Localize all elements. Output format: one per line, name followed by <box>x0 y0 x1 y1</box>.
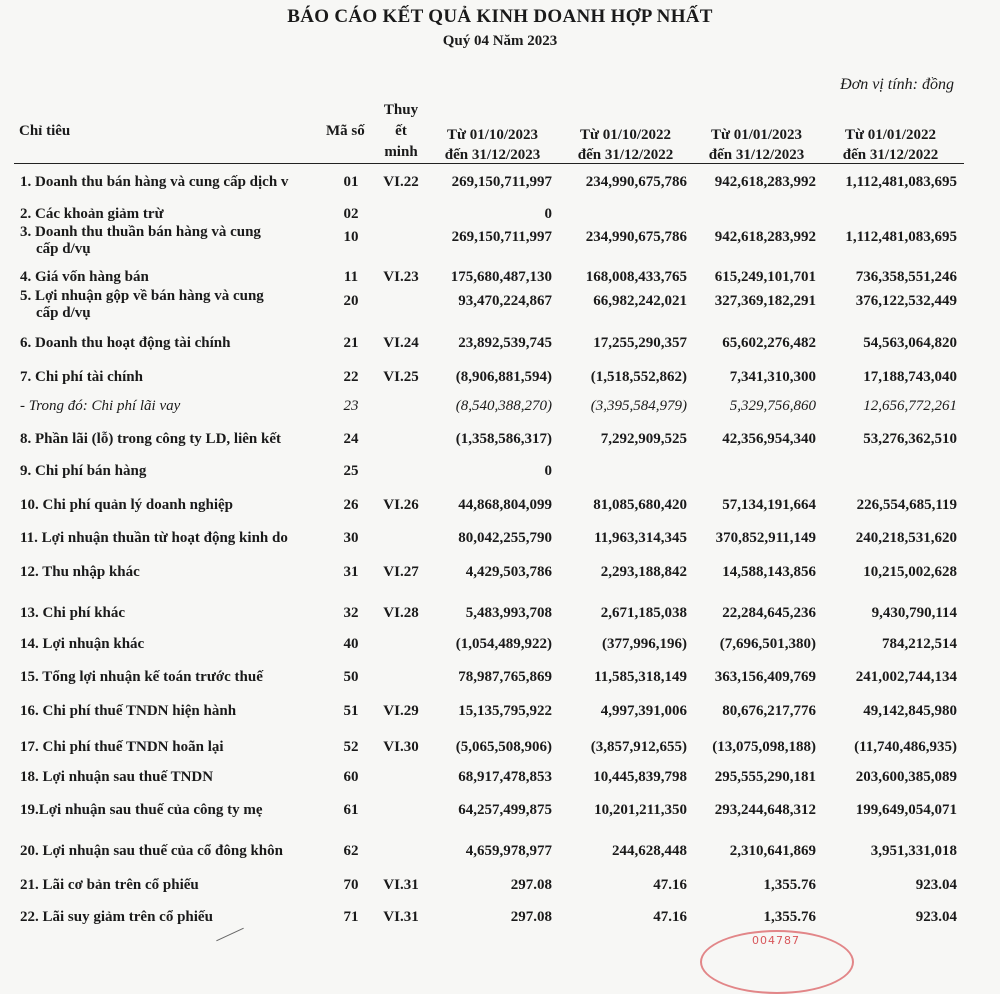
row-label: 6. Doanh thu hoạt động tài chính <box>20 335 231 351</box>
row-value-1: 4,659,978,977 <box>465 843 552 859</box>
row-label: 13. Chi phí khác <box>20 605 126 621</box>
row-code: 20 <box>343 293 359 309</box>
row-value-3: 1,355.76 <box>763 877 816 893</box>
row-value-2: 10,445,839,798 <box>593 769 687 785</box>
row-label: 7. Chi phí tài chính <box>20 369 143 385</box>
row-value-3: 7,341,310,300 <box>729 369 816 385</box>
row-code: 22 <box>343 369 359 385</box>
row-value-4: 241,002,744,134 <box>855 669 957 685</box>
header-col1-line2: đến 31/12/2023 <box>444 147 541 163</box>
row-label-line2: cấp d/vụ <box>36 241 91 257</box>
row-code: 62 <box>343 843 359 859</box>
row-code: 52 <box>343 739 359 755</box>
row-note: VI.25 <box>383 369 419 385</box>
row-label: 14. Lợi nhuận khác <box>20 636 145 652</box>
row-value-4: 54,563,064,820 <box>863 335 957 351</box>
row-value-2: 47.16 <box>653 909 687 925</box>
row-value-1: (8,906,881,594) <box>455 369 552 385</box>
row-value-2: 244,628,448 <box>612 843 687 859</box>
row-value-1: (1,054,489,922) <box>455 636 552 652</box>
header-item: Chỉ tiêu <box>19 123 71 139</box>
row-code: 30 <box>343 530 359 546</box>
row-value-2: (3,395,584,979) <box>590 398 687 414</box>
row-value-3: 22,284,645,236 <box>722 605 816 621</box>
row-code: 32 <box>343 605 359 621</box>
row-value-2: 47.16 <box>653 877 687 893</box>
row-value-4: 240,218,531,620 <box>855 530 957 546</box>
row-code: 10 <box>343 229 359 245</box>
row-code: 31 <box>343 564 359 580</box>
row-value-3: 1,355.76 <box>763 909 816 925</box>
row-value-3: 942,618,283,992 <box>714 229 816 245</box>
row-value-1: 0 <box>544 463 552 479</box>
report-period: Quý 04 Năm 2023 <box>442 33 558 49</box>
row-value-4: 736,358,551,246 <box>855 269 957 285</box>
row-value-4: 17,188,743,040 <box>863 369 957 385</box>
row-value-1: 44,868,804,099 <box>458 497 552 513</box>
row-value-1: 64,257,499,875 <box>458 802 552 818</box>
row-code: 51 <box>343 703 359 719</box>
row-note: VI.29 <box>383 703 419 719</box>
row-value-4: 376,122,532,449 <box>855 293 957 309</box>
row-note: VI.23 <box>383 269 419 285</box>
row-code: 25 <box>343 463 359 479</box>
row-label: 10. Chi phí quản lý doanh nghiệp <box>20 497 234 513</box>
pen-mark <box>216 928 244 942</box>
row-value-4: 784,212,514 <box>882 636 957 652</box>
row-note: VI.30 <box>383 739 419 755</box>
row-note: VI.31 <box>383 877 419 893</box>
row-code: 61 <box>343 802 359 818</box>
row-value-1: 78,987,765,869 <box>458 669 552 685</box>
row-value-4: 9,430,790,114 <box>871 605 957 621</box>
row-value-4: 49,142,845,980 <box>863 703 957 719</box>
row-value-4: 12,656,772,261 <box>863 398 957 414</box>
row-value-3: 2,310,641,869 <box>729 843 816 859</box>
row-value-1: 15,135,795,922 <box>458 703 552 719</box>
row-value-2: 17,255,290,357 <box>593 335 687 351</box>
row-label: 5. Lợi nhuận gộp về bán hàng và cung <box>20 288 264 304</box>
row-value-2: 234,990,675,786 <box>585 229 687 245</box>
row-value-1: (5,065,508,906) <box>455 739 552 755</box>
row-note: VI.22 <box>383 174 419 190</box>
row-value-1: 23,892,539,745 <box>458 335 552 351</box>
row-value-3: 80,676,217,776 <box>722 703 816 719</box>
row-label: 20. Lợi nhuận sau thuế của cổ đông khôn <box>20 843 283 859</box>
row-value-4: 923.04 <box>915 877 957 893</box>
row-code: 70 <box>343 877 359 893</box>
row-value-1: 175,680,487,130 <box>450 269 552 285</box>
row-code: 50 <box>343 669 359 685</box>
row-label: 9. Chi phí bán hàng <box>20 463 147 479</box>
row-value-3: 65,602,276,482 <box>722 335 816 351</box>
row-value-1: 0 <box>544 206 552 222</box>
row-value-1: 297.08 <box>510 909 552 925</box>
header-note-2: ết <box>395 123 407 139</box>
row-value-2: 81,085,680,420 <box>593 497 687 513</box>
row-value-2: 10,201,211,350 <box>594 802 687 818</box>
row-code: 60 <box>343 769 359 785</box>
row-value-4: 53,276,362,510 <box>863 431 957 447</box>
row-code: 23 <box>343 398 359 414</box>
row-value-2: 11,585,318,149 <box>594 669 687 685</box>
row-value-2: 11,963,314,345 <box>594 530 687 546</box>
header-code: Mã số <box>326 123 365 139</box>
row-value-4: 923.04 <box>915 909 957 925</box>
row-value-3: (7,696,501,380) <box>719 636 816 652</box>
header-note-1: Thuy <box>383 102 419 118</box>
row-value-3: 42,356,954,340 <box>722 431 816 447</box>
row-code: 11 <box>343 269 359 285</box>
row-value-2: (1,518,552,862) <box>590 369 687 385</box>
row-label: - Trong đó: Chi phí lãi vay <box>20 398 181 414</box>
row-value-3: (13,075,098,188) <box>712 739 816 755</box>
row-value-1: (8,540,388,270) <box>455 398 552 414</box>
row-label: 21. Lãi cơ bản trên cổ phiếu <box>20 877 199 893</box>
row-value-4: 203,600,385,089 <box>855 769 957 785</box>
row-value-1: 93,470,224,867 <box>458 293 552 309</box>
report-title: BÁO CÁO KẾT QUẢ KINH DOANH HỢP NHẤT <box>287 6 713 27</box>
row-value-4: 1,112,481,083,695 <box>845 174 957 190</box>
row-code: 02 <box>343 206 359 222</box>
row-code: 26 <box>343 497 359 513</box>
row-value-4: 199,649,054,071 <box>855 802 957 818</box>
row-label: 8. Phần lãi (lỗ) trong công ty LD, liên kết <box>20 431 281 447</box>
row-label: 15. Tổng lợi nhuận kế toán trước thuế <box>20 669 263 685</box>
row-value-3: 615,249,101,701 <box>714 269 816 285</box>
row-note: VI.26 <box>383 497 419 513</box>
row-label: 16. Chi phí thuế TNDN hiện hành <box>20 703 237 719</box>
header-col3-line1: Từ 01/01/2023 <box>710 127 803 143</box>
row-label: 18. Lợi nhuận sau thuế TNDN <box>20 769 214 785</box>
row-value-4: 10,215,002,628 <box>863 564 957 580</box>
row-value-1: (1,358,586,317) <box>455 431 552 447</box>
row-note: VI.24 <box>383 335 419 351</box>
row-value-2: 4,997,391,006 <box>600 703 687 719</box>
header-col1-line1: Từ 01/10/2023 <box>446 127 539 143</box>
header-rule <box>14 163 964 164</box>
header-col2-line2: đến 31/12/2022 <box>577 147 674 163</box>
row-value-1: 4,429,503,786 <box>465 564 552 580</box>
row-value-1: 297.08 <box>510 877 552 893</box>
row-label: 12. Thu nhập khác <box>20 564 140 580</box>
row-label: 11. Lợi nhuận thuần từ hoạt động kinh do <box>20 530 288 546</box>
row-value-2: (377,996,196) <box>602 636 687 652</box>
row-label: 2. Các khoản giảm trừ <box>20 206 164 222</box>
row-label-line2: cấp d/vụ <box>36 305 91 321</box>
unit-label: Đơn vị tính: đồng <box>840 76 954 93</box>
header-col4-line2: đến 31/12/2022 <box>842 147 939 163</box>
row-value-1: 269,150,711,997 <box>451 229 552 245</box>
row-value-3: 942,618,283,992 <box>714 174 816 190</box>
row-value-3: 295,555,290,181 <box>714 769 816 785</box>
row-value-1: 80,042,255,790 <box>458 530 552 546</box>
row-label: 1. Doanh thu bán hàng và cung cấp dịch v <box>20 174 289 190</box>
row-value-3: 57,134,191,664 <box>722 497 816 513</box>
row-label: 3. Doanh thu thuần bán hàng và cung <box>20 224 261 240</box>
row-code: 01 <box>343 174 359 190</box>
header-col2-line1: Từ 01/10/2022 <box>579 127 672 143</box>
header-col3-line2: đến 31/12/2023 <box>708 147 805 163</box>
row-code: 71 <box>343 909 359 925</box>
row-label: 22. Lãi suy giảm trên cổ phiếu <box>20 909 213 925</box>
header-note-3: minh <box>384 144 418 160</box>
row-value-4: 226,554,685,119 <box>856 497 957 513</box>
row-value-3: 293,244,648,312 <box>714 802 816 818</box>
row-code: 24 <box>343 431 359 447</box>
row-value-2: 7,292,909,525 <box>600 431 687 447</box>
row-value-2: 2,671,185,038 <box>600 605 687 621</box>
row-value-2: (3,857,912,655) <box>590 739 687 755</box>
row-value-3: 363,156,409,769 <box>714 669 816 685</box>
row-value-3: 327,369,182,291 <box>714 293 816 309</box>
row-value-3: 5,329,756,860 <box>729 398 816 414</box>
row-note: VI.31 <box>383 909 419 925</box>
row-note: VI.27 <box>383 564 419 580</box>
row-label: 17. Chi phí thuế TNDN hoãn lại <box>20 739 224 755</box>
row-code: 21 <box>343 335 359 351</box>
row-value-1: 269,150,711,997 <box>451 174 552 190</box>
row-value-2: 2,293,188,842 <box>600 564 687 580</box>
row-value-4: 3,951,331,018 <box>870 843 957 859</box>
row-code: 40 <box>343 636 359 652</box>
row-value-1: 5,483,993,708 <box>465 605 552 621</box>
row-value-3: 14,588,143,856 <box>722 564 816 580</box>
row-value-1: 68,917,478,853 <box>458 769 552 785</box>
row-value-2: 66,982,242,021 <box>593 293 687 309</box>
row-value-2: 234,990,675,786 <box>585 174 687 190</box>
row-value-4: (11,740,486,935) <box>854 739 957 755</box>
row-note: VI.28 <box>383 605 419 621</box>
row-label: 19.Lợi nhuận sau thuế của công ty mẹ <box>20 802 263 818</box>
row-value-4: 1,112,481,083,695 <box>845 229 957 245</box>
seal-number: 004787 <box>752 934 800 947</box>
row-value-3: 370,852,911,149 <box>715 530 816 546</box>
row-label: 4. Giá vốn hàng bán <box>20 269 149 285</box>
header-col4-line1: Từ 01/01/2022 <box>844 127 937 143</box>
row-value-2: 168,008,433,765 <box>585 269 687 285</box>
